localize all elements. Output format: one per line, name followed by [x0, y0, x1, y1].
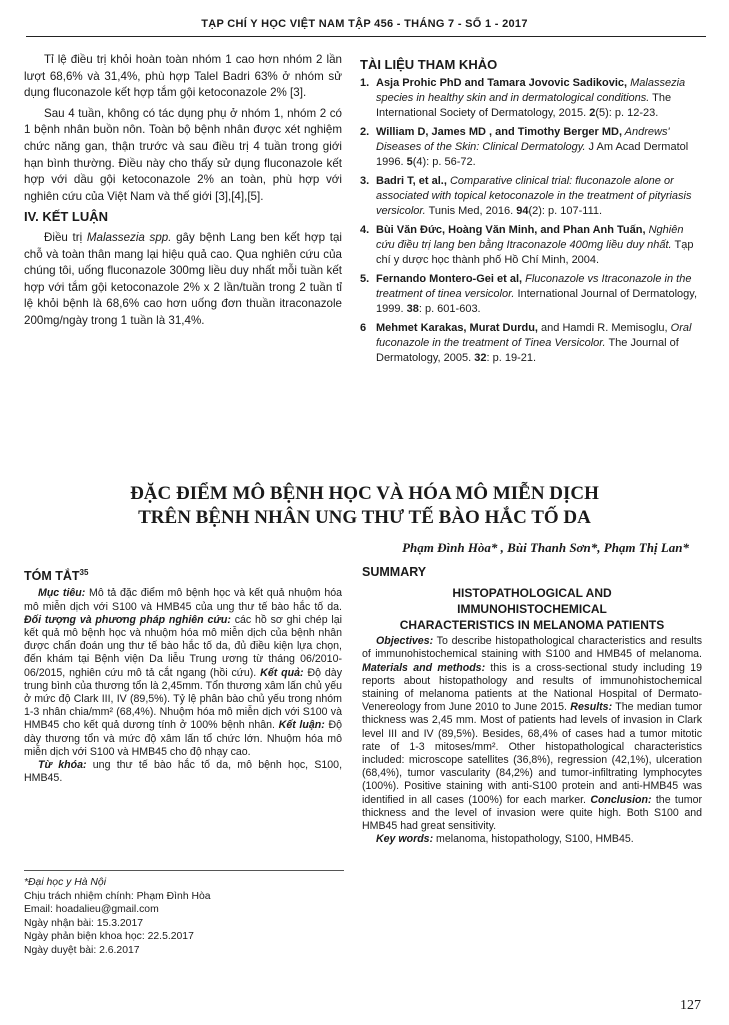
left-column [24, 52, 342, 334]
paragraph-2: Sau 4 tuần, không có tác dụng phụ ở nhóm 1, nhóm 2 có 1 bệnh nhân buồn nôn. Toàn bộ bệnh nhân được xét nghiệm chức năng gan, thận trước và sau điều trị 4 tuần trong giới hạn bình thường. Điều này cho thấy sử dụng fluconazole kết hợp với dầu gội ketoconazole 2% an toàn, phù hợp với nghiên cứu của Việt Nam và thế giới [3],[4],[5]. [24, 106, 342, 203]
abstract-vietnamese [24, 566, 342, 785]
article-authors: Phạm Đình Hòa* , Bùi Thanh Sơn*, Phạm Thị Lan* [402, 540, 689, 555]
article-title-line-2: TRÊN BỆNH NHÂN UNG THƯ TẾ BÀO HẮC TỐ DA [138, 507, 591, 528]
article-title-line-1: ĐẶC ĐIỂM MÔ BỆNH HỌC VÀ HÓA MÔ MIỄN DỊCH [130, 483, 599, 504]
journal-header: TẠP CHÍ Y HỌC VIỆT NAM TẬP 456 - THÁNG 7 - SỐ 1 - 2017 [201, 18, 528, 30]
paragraph-3: Điều trị Malassezia spp. gây bệnh Lang ben kết hợp tại chỗ và toàn thân mang lại hiệu quả cao. Qua nghiên cứu của chúng tôi, uống fluconazole 300mg liều duy nhất mỗi tuần kết hợp với tắm gội ketoconazole 2% x 2 lần/tuần trong 2 tuần tỉ lệ khỏi bệnh là 68,6% cao hơn uống đơn thuần itraconazole 200mg/ngày trong 1 tuần là 31,4%. [24, 230, 342, 327]
abstract-en-body: Objectives: To describe histopathological characteristics and results of immunohistochemical staining with S100 and HMB45 of melanoma. Materials and methods: this is a cross-sectional study including 19 reports about histopathology and results of immunohistochemical staining of melanoma patients at the National Hospital of Dermato-Venereology from June 2010 to June 2015. Results: The median tumor thickness was 2,45 mm. Most of patients had levels of invasion in Clark level III and IV (89,5%). Besides, 68,4% of cases had a tumor mitotic rate of 1-3 mitoses/mm². Other histopathological characteristics included: microscope satellites (36,8%), regression (42,1%), ulceration (68,4%), tumor vascularity (84,2%) and tumor-infiltrating lymphocytes (100%). Positive staining with anti-S100 protein and anti-HMB45 was identified in all cases (100%) for each marker. Conclusion: the tumor thickness and the level of invasion were quite high. Both S100 and HMB45 had great sensitivity. [362, 635, 702, 833]
summary-heading: SUMMARY [362, 565, 427, 579]
footnote: *Đại học y Hà Nội Chịu trách nhiệm chính: Phạm Đình Hòa Email: hoadalieu@gmail.com Ngày nhận bài: 15.3.2017 Ngày phản biện khoa học: 22.5.2017 Ngày duyệt bài: 2.6.2017 [24, 877, 211, 956]
references [360, 54, 700, 370]
abstract-vi-body: Mục tiêu: Mô tả đặc điểm mô bệnh học và kết quả nhuộm hóa mô miễn dịch với S100 và HMB45 của ung thư tế bào hắc tố da. Đối tượng và phương pháp nghiên cứu: các hồ sơ ghi chép lại kết quả mô bệnh học và nhuộm hóa mô miễn dịch của bệnh nhân được chẩn đoán ung thư tế bào hắc tố da, đủ điều kiện lựa chọn, đến khám tại Bệnh viện Da liễu Trung ương từ tháng 06/2010-06/2015, nghiên cứu mô tả cắt ngang (hồi cứu). Kết quả: Độ dày trung bình của thương tổn là 2,45mm. Tổn thương xâm lấn chủ yếu ở mức độ Clark III, IV (89,5%). Tỷ lệ phân bào chủ yếu trong nhóm 1-3 nhân chia/mm² (68,4%). Nhuộm hóa mô miễn dịch với S100 và HMB45 cho kết quả dương tính ở 100% bệnh nhân. Kết luận: Độ dày thương tổn và mức độ xâm lấn tổ chức lớn. Nhuộm hóa mô miễn dịch với S100 và HMB45 cho độ nhạy cao. [24, 587, 342, 758]
reference-item: 2. William D, James MD , and Timothy Berger MD, Andrews' Diseases of the Skin: Clinical Dermatology. J Am Acad Dermatol 1996. 5(4): p. 56-72. [360, 126, 689, 168]
footnote-rule [24, 870, 344, 871]
tomtat-heading: TÓM TẮT$^{35}$ [24, 568, 89, 584]
reference-item: 6 Mehmet Karakas, Murat Durdu, and Hamdi R. Memisoglu, Oral fuconazole in the treatment of Tinea Versicolor. The Journal of Dermatology, 2005. 32: p. 19-21. [360, 322, 692, 364]
references-heading: TÀI LIỆU THAM KHẢO [360, 57, 498, 72]
reference-item: 5. Fernando Montero-Gei et al, Fluconazole vs Itraconazole in the treatment of tinea versicolor. International Journal of Dermatology, 1999. 38: p. 601-603. [360, 273, 698, 315]
reference-item: 1. Asja Prohic PhD and Tamara Jovovic Sadikovic, Malassezia species in healthy skin and in dermatological conditions. The International Society of Dermatology, 2015. 2(5): p. 12-23. [360, 77, 686, 119]
summary-title-1: HISTOPATHOLOGICAL AND [452, 586, 612, 601]
reference-item: 3. Badri T, et al., Comparative clinical trial: fluconazole alone or associated with topical ketoconazole in the treatment of pityriasis versicolor. Tunis Med, 2016. 94(2): p. 107-111. [360, 175, 692, 217]
paragraph-1: Tỉ lệ điều trị khỏi hoàn toàn nhóm 1 cao hơn nhóm 2 lần lượt 68,6% và 31,4%, phù hợp Talel Badri 63% ở nhóm sử dụng fluconazole kết hợp tắm gội ketoconazole 2% [3]. [24, 53, 342, 100]
summary-title-2: IMMUNOHISTOCHEMICAL [457, 602, 607, 617]
reference-item: 4. Bùi Văn Đức, Hoàng Văn Minh, and Phan Anh Tuấn, Nghiên cứu điều trị lang ben bằng Itraconazole 400mg liều duy nhất. Tạp chí y dược học thành phố Hồ Chí Minh, 2004. [360, 224, 694, 266]
header-rule [26, 36, 706, 37]
page-number: 127 [680, 998, 701, 1013]
section-heading-conclusion: IV. KẾT LUẬN [24, 209, 109, 225]
abstract-vi-keywords: Từ khóa: ung thư tế bào hắc tố da, mô bệnh học, S100, HMB45. [24, 759, 343, 785]
abstract-en-keywords: Key words: melanoma, histopathology, S100, HMB45. [376, 833, 634, 846]
abstract-english [362, 566, 702, 846]
summary-title-3: CHARACTERISTICS IN MELANOMA PATIENTS [399, 618, 665, 633]
